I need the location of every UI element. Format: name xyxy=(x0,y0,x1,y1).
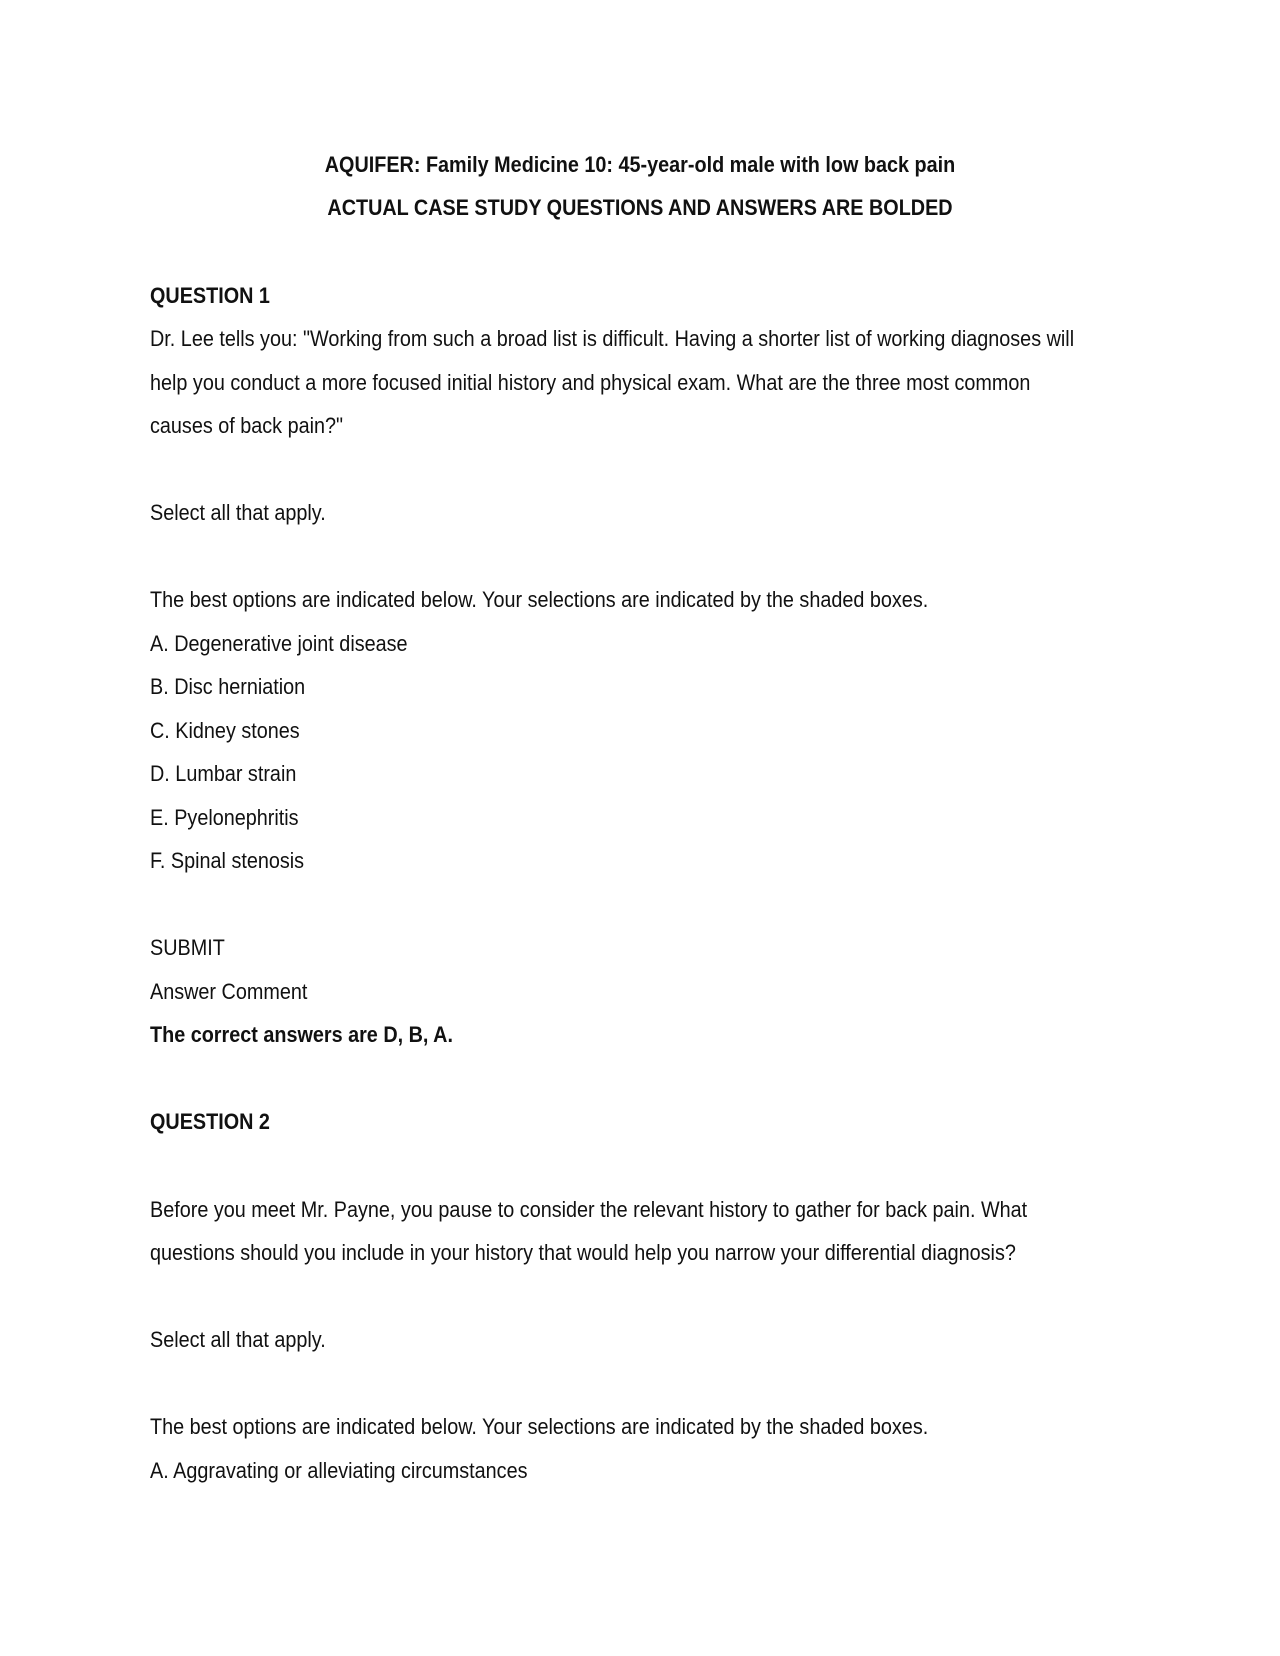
question-2-prompt-line: questions should you include in your history that would help you narrow your differential diagnosis? xyxy=(150,1240,1016,1265)
question-1-prompt-line: causes of back pain?" xyxy=(150,413,344,438)
question-1-instruction: Select all that apply. xyxy=(150,500,326,525)
question-2-option: A. Aggravating or alleviating circumstances xyxy=(150,1458,528,1483)
question-1-correct-answer: The correct answers are D, B, A. xyxy=(150,1022,453,1047)
question-1-options-intro: The best options are indicated below. Your selections are indicated by the shaded boxes. xyxy=(150,587,929,612)
question-1-submit-label: SUBMIT xyxy=(150,935,225,960)
document-subtitle: ACTUAL CASE STUDY QUESTIONS AND ANSWERS ARE BOLDED xyxy=(327,195,953,220)
question-1-prompt-line: help you conduct a more focused initial history and physical exam. What are the three most common xyxy=(150,370,1031,395)
question-2-options-intro: The best options are indicated below. Your selections are indicated by the shaded boxes. xyxy=(150,1414,929,1439)
question-1-option: A. Degenerative joint disease xyxy=(150,631,408,656)
question-1-option: D. Lumbar strain xyxy=(150,761,297,786)
question-1-option: B. Disc herniation xyxy=(150,674,306,699)
question-2-prompt-line: Before you meet Mr. Payne, you pause to consider the relevant history to gather for back pain. What xyxy=(150,1197,1028,1222)
question-2-heading: QUESTION 2 xyxy=(150,1109,270,1134)
question-1-prompt-line: Dr. Lee tells you: "Working from such a broad list is difficult. Having a shorter list of working diagnoses will xyxy=(150,326,1075,351)
question-1-option: E. Pyelonephritis xyxy=(150,805,299,830)
question-1-option: C. Kidney stones xyxy=(150,718,300,743)
document-title: AQUIFER: Family Medicine 10: 45-year-old male with low back pain xyxy=(324,152,956,177)
question-2-instruction: Select all that apply. xyxy=(150,1327,326,1352)
question-1-option: F. Spinal stenosis xyxy=(150,848,305,873)
question-1-answer-comment-label: Answer Comment xyxy=(150,979,308,1004)
question-1-heading: QUESTION 1 xyxy=(150,283,270,308)
